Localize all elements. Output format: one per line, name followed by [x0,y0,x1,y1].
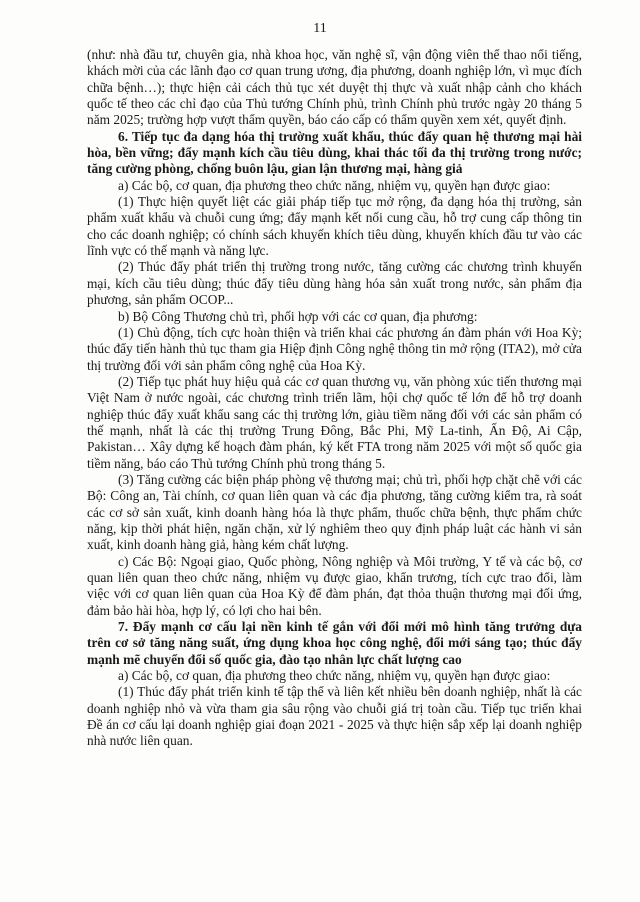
document-body [87,47,582,750]
paragraph: (2) Thúc đẩy phát triển thị trường trong nước, tăng cường các chương trình khuyến mại, kích cầu tiêu dùng; thúc đẩy tiêu dùng hàng hóa sản xuất trong nước, sản phẩm địa phương, sản phẩm OCOP... [87,259,582,308]
section-heading-6: 6. Tiếp tục đa dạng hóa thị trường xuất khẩu, thúc đẩy quan hệ thương mại hài hòa, bền vững; đẩy mạnh kích cầu tiêu dùng, khai thác tối đa thị trường trong nước; tăng cường phòng, chống buôn lậu, gian lận thương mại, hàng giả [87,128,582,177]
paragraph: c) Các Bộ: Ngoại giao, Quốc phòng, Nông nghiệp và Môi trường, Y tế và các bộ, cơ quan liên quan theo chức năng, nhiệm vụ được giao, khẩn trương, tích cực trao đổi, làm việc với cơ quan liên quan của Hoa Kỳ để đàm phán, đạt thỏa thuận thương mại đối ứng, đảm bảo hài hòa, hợp lý, có lợi cho hai bên. [87,553,582,618]
section-heading-7: 7. Đẩy mạnh cơ cấu lại nền kinh tế gắn với đổi mới mô hình tăng trưởng dựa trên cơ sở tăng năng suất, ứng dụng khoa học công nghệ, đổi mới sáng tạo; thúc đẩy mạnh mẽ chuyển đổi số quốc gia, đào tạo nhân lực chất lượng cao [87,619,582,667]
paragraph: a) Các bộ, cơ quan, địa phương theo chức năng, nhiệm vụ, quyền hạn được giao: [118,177,551,193]
paragraph: (2) Tiếp tục phát huy hiệu quả các cơ quan thương vụ, văn phòng xúc tiến thương mại Việt Nam ở nước ngoài, các chương trình triển lãm, hội chợ quốc tế lớn để hỗ trợ doanh nghiệp thúc đẩy xuất khẩu sang các thị trường lớn, giàu tiềm năng đối với các sản phẩm có thế mạnh, nhất là các thị trường Trung Đông, Bắc Phi, Mỹ La-tinh, Ấn Độ, Ai Cập, Pakistan… Xây dựng kế hoạch đàm phán, ký kết FTA trong năm 2025 với một số quốc gia tiềm năng, báo cáo Thủ tướng Chính phủ trong tháng 5. [87,373,582,471]
page-number: 11 [313,21,327,36]
paragraph: (1) Thúc đẩy phát triển kinh tế tập thể và liên kết nhiều bên doanh nghiệp, nhất là các doanh nghiệp nhỏ và vừa tham gia sâu rộng vào chuỗi giá trị toàn cầu. Tiếp tục triển khai Đề án cơ cấu lại doanh nghiệp giai đoạn 2021 - 2025 và thực hiện sắp xếp lại doanh nghiệp nhà nước liên quan. [87,684,582,749]
paragraph-continuation: (như: nhà đầu tư, chuyên gia, nhà khoa học, văn nghệ sĩ, vận động viên thể thao nổi tiếng, khách mời của các lãnh đạo cơ quan trung ương, địa phương, doanh nghiệp lớn, vì mục đích chữa bệnh…); thực hiện cải cách thủ tục xét duyệt thị thực và xuất nhập cảnh cho khách quốc tế theo các chỉ đạo của Thủ tướng Chính phủ, trình Chính phủ trước ngày 20 tháng 5 năm 2025; trường hợp vượt thẩm quyền, báo cáo cấp có thẩm quyền xem xét, quyết định. [87,47,582,128]
paragraph: (1) Thực hiện quyết liệt các giải pháp tiếp tục mở rộng, đa dạng hóa thị trường, sản phẩm xuất khẩu và chuỗi cung ứng; đẩy mạnh kết nối cung cầu, hỗ trợ cung cấp thông tin cho các doanh nghiệp; có chính sách khuyến khích tiêu dùng, khuyến khích đầu tư vào các lĩnh vực có thế mạnh và năng lực. [87,194,582,259]
paragraph: (3) Tăng cường các biện pháp phòng vệ thương mại; chủ trì, phối hợp chặt chẽ với các Bộ: Công an, Tài chính, cơ quan liên quan và các địa phương, tăng cường kiểm tra, rà soát các cơ sở sản xuất, kinh doanh hàng hóa là thực phẩm, thuốc chữa bệnh, thực phẩm chức năng, kịp thời phát hiện, ngăn chặn, xử lý nghiêm theo quy định pháp luật các hành vi sản xuất, kinh doanh hàng giả, hàng kém chất lượng. [87,471,582,553]
paragraph: (1) Chủ động, tích cực hoàn thiện và triển khai các phương án đàm phán với Hoa Kỳ; thúc đẩy tiến hành thủ tục tham gia Hiệp định Công nghệ thông tin mở rộng (ITA2), mở cửa thị trường đối với sản phẩm công nghệ của Hoa Kỳ. [87,324,582,373]
paragraph: b) Bộ Công Thương chủ trì, phối hợp với các cơ quan, địa phương: [118,308,478,324]
paragraph: a) Các bộ, cơ quan, địa phương theo chức năng, nhiệm vụ, quyền hạn được giao: [118,668,551,684]
